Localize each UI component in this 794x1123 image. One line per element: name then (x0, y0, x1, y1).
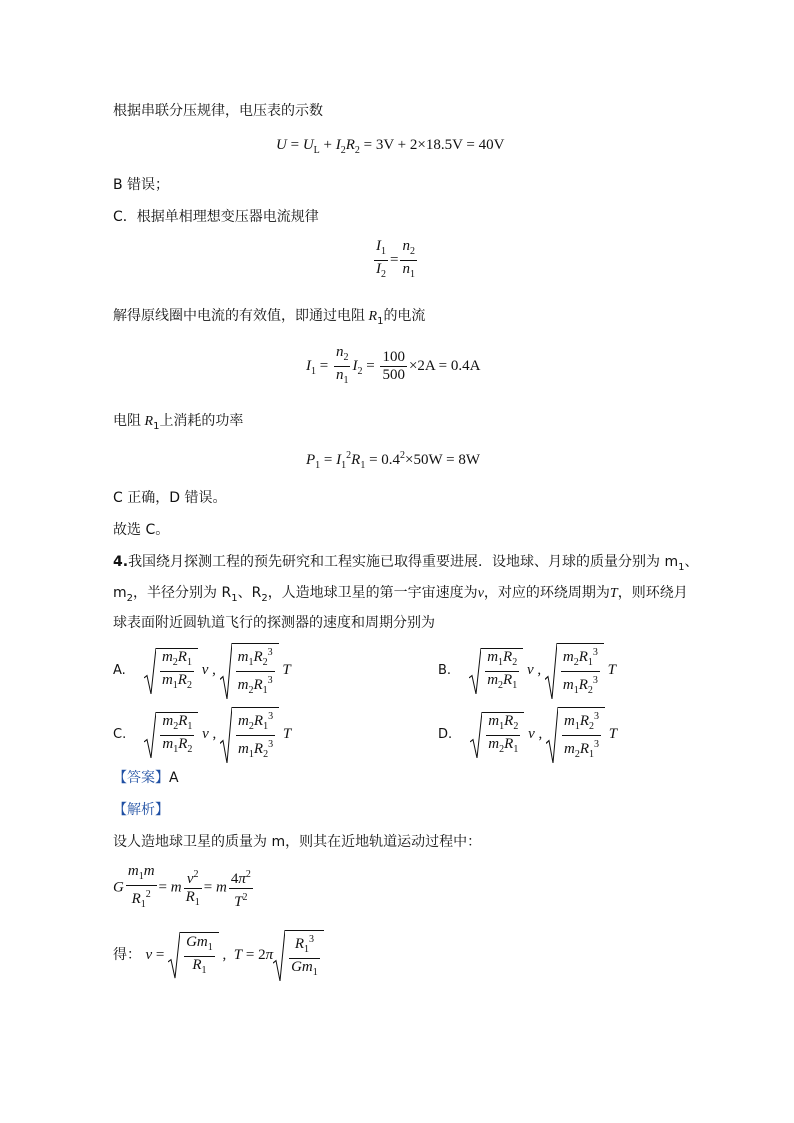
equation-voltage: $U = U_L + I_2R_2 = 3V + 2\times 18.5V = 40V$ (276, 137, 505, 156)
answer-label: 【答案】 (113, 770, 169, 786)
text-line: 电阻 $R_1$上消耗的功率 (113, 413, 244, 432)
option-c: C. $\frac{m_2R_1}{m_1R_2}$ v , $\frac{m_2R_1^3}{m_1R_2^3}$ T (113, 707, 291, 763)
equation-gravity: G $\frac{m_1m}{R_1^2}$ = m $\frac{v^2}{R_1}$ = m $\frac{4\pi^2}{T^2}$ (113, 863, 251, 910)
option-a: A. $\frac{m_2R_1}{m_1R_2}$ v , $\frac{m_1R_2^3}{m_2R_1^3}$ T (113, 643, 291, 699)
question-text: 4.我国绕月探测工程的预先研究和工程实施已取得重要进展．设地球、月球的质量分别为 $m_1$、 (113, 554, 699, 573)
question-text: $m_2$，半径分别为 $R_1$、$R_2$，人造地球卫星的第一宇宙速度为v，对应的环绕周期为T，则环绕月 (113, 585, 688, 604)
text-line: 根据串联分压规律，电压表的示数 (113, 103, 323, 119)
text-line: C．根据单相理想变压器电流规律 (113, 209, 319, 225)
equation-primary-current: $I_1$ = $\frac{n_2}{n_1}$ $I_2$ = $\frac{100}{500}$ ×2A = 0.4A (306, 344, 481, 386)
analysis-result: 得： v = $\frac{Gm_1}{R_1}$ , T = 2π $\frac{R_1^3}{Gm_1}$ (113, 930, 324, 981)
analysis-text: 设人造地球卫星的质量为 m，则其在近地轨道运动过程中： (113, 834, 482, 850)
question-text: 球表面附近圆轨道飞行的探测器的速度和周期分别为 (113, 615, 435, 631)
answer-value: A (169, 770, 179, 786)
answer-line (113, 768, 179, 788)
text-line: B 错误； (113, 177, 170, 193)
text-line: C 正确，D 错误。 (113, 490, 227, 506)
text-line: 故选 C。 (113, 522, 170, 538)
option-d: D. $\frac{m_1R_2}{m_2R_1}$ v , $\frac{m_1R_2^3}{m_2R_1^3}$ T (438, 707, 617, 763)
equation-current-ratio: $\frac{I_1}{I_2}$ = $\frac{n_2}{n_1}$ (376, 238, 415, 280)
analysis-label: 【解析】 (113, 802, 169, 818)
equation-power: $P_1 = I_1^2R_1 = 0.4^2\times 50W = 8W$ (306, 450, 480, 471)
text-line: 解得原线圈中电流的有效值，即通过电阻 $R_1$的电流 (113, 308, 426, 327)
option-b: B. $\frac{m_1R_2}{m_2R_1}$ v , $\frac{m_2R_1^3}{m_1R_2^3}$ T (438, 643, 616, 699)
